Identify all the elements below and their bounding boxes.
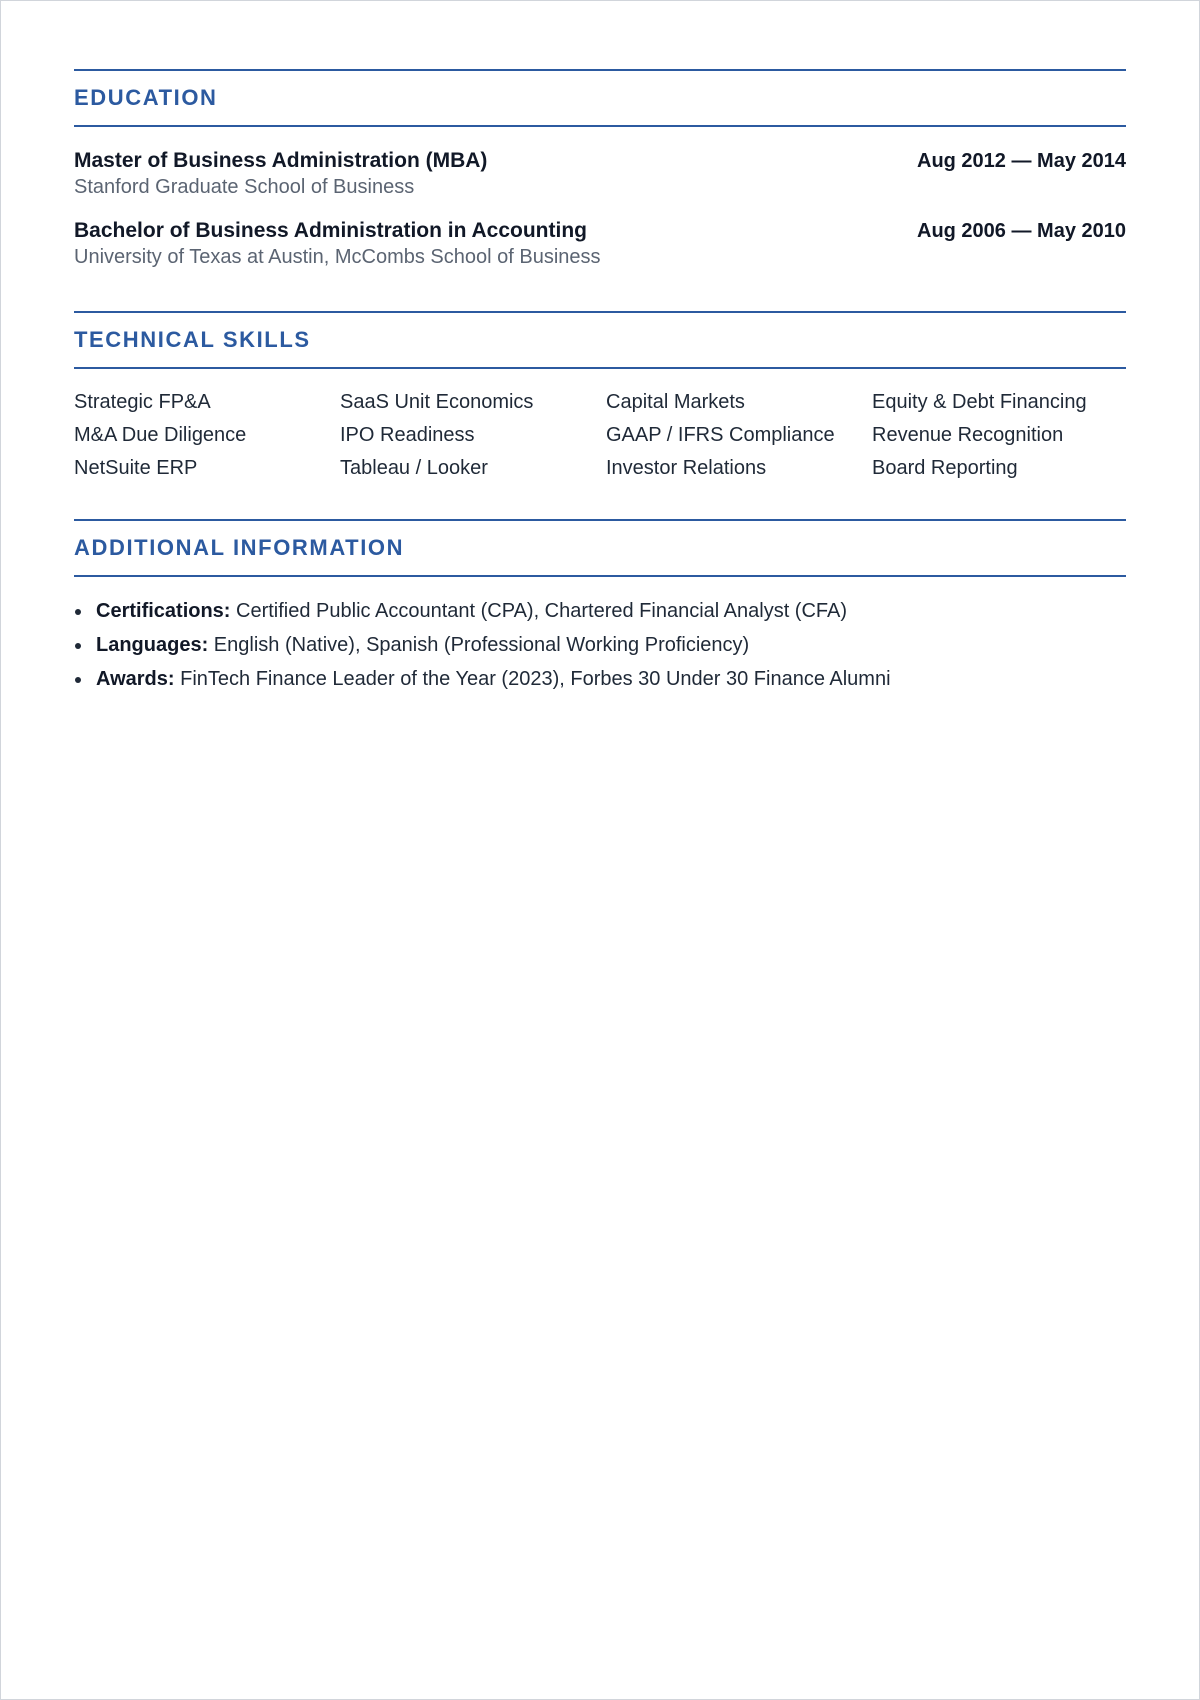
additional-title: ADDITIONAL INFORMATION: [74, 535, 405, 560]
skill-item: Capital Markets: [606, 391, 745, 413]
education-list: [74, 149, 1126, 269]
info-text: English (Native), Spanish (Professional Working Proficiency): [208, 634, 750, 656]
education-dates: Aug 2006 — May 2010: [917, 220, 1126, 242]
education-title: EDUCATION: [74, 85, 218, 110]
education-entry: [74, 149, 1126, 199]
school: Stanford Graduate School of Business: [74, 176, 415, 198]
list-item: [74, 633, 1126, 657]
skill-item: NetSuite ERP: [74, 457, 198, 479]
skill-item: GAAP / IFRS Compliance: [606, 424, 835, 446]
bullet-icon: [75, 609, 81, 615]
info-text: FinTech Finance Leader of the Year (2023), Forbes 30 Under 30 Finance Alumni: [174, 668, 891, 690]
skills-section-header: [74, 311, 1126, 369]
degree: Bachelor of Business Administration in Accounting: [74, 219, 587, 242]
education-entry-header: [74, 149, 1126, 173]
skill-item: Equity & Debt Financing: [872, 391, 1087, 413]
skill-item: IPO Readiness: [340, 424, 475, 446]
bullet-icon: [75, 643, 81, 649]
skills-title: TECHNICAL SKILLS: [74, 327, 311, 352]
info-label: Certifications:: [96, 600, 231, 622]
education-entry-header: [74, 219, 1126, 243]
list-item: [74, 667, 1126, 691]
education-dates: Aug 2012 — May 2014: [917, 150, 1126, 172]
school: University of Texas at Austin, McCombs School of Business: [74, 246, 601, 268]
skill-item: Board Reporting: [872, 457, 1018, 479]
list-item: [74, 599, 1126, 623]
skills-grid: [74, 391, 1126, 479]
info-text: Certified Public Accountant (CPA), Chartered Financial Analyst (CFA): [230, 600, 848, 622]
info-label: Awards:: [96, 668, 175, 690]
info-label: Languages:: [96, 634, 209, 656]
bullet-icon: [75, 677, 81, 683]
skill-item: SaaS Unit Economics: [340, 391, 534, 413]
degree: Master of Business Administration (MBA): [74, 149, 488, 172]
additional-info-list: [74, 599, 1126, 691]
skill-item: Strategic FP&A: [74, 391, 211, 413]
education-section-header: [74, 69, 1126, 127]
skill-item: Investor Relations: [606, 457, 767, 479]
additional-section-header: [74, 519, 1126, 577]
skill-item: M&A Due Diligence: [74, 424, 247, 446]
skill-item: Tableau / Looker: [340, 457, 488, 479]
education-entry: [74, 219, 1126, 269]
skill-item: Revenue Recognition: [872, 424, 1064, 446]
